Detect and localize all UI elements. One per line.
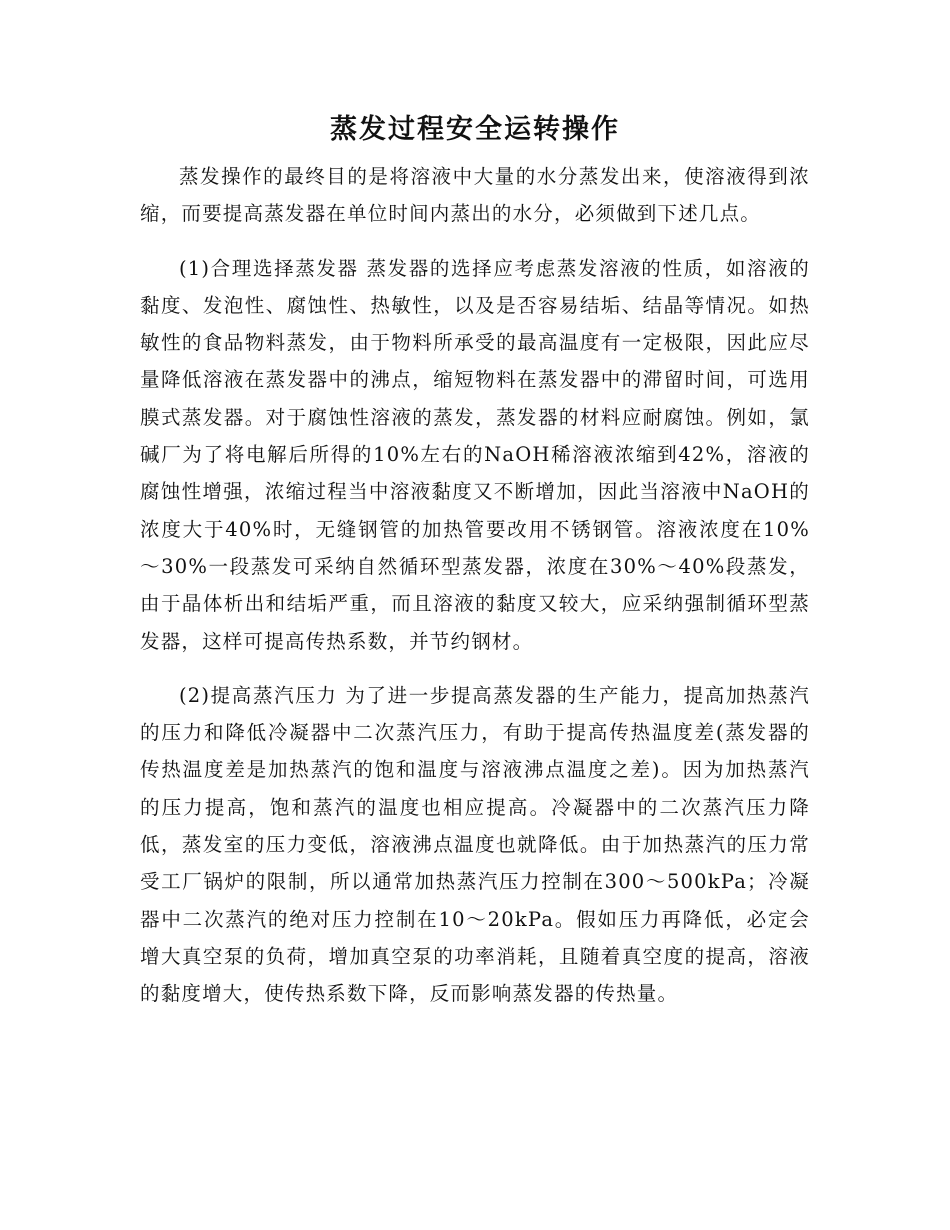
document-title: 蒸发过程安全运转操作 [330,114,620,145]
paragraph-steam-pressure: (2)提高蒸汽压力 为了进一步提高蒸发器的生产能力，提高加热蒸汽的压力和降低冷凝器中二次蒸汽压力，有助于提高传热温度差(蒸发器的传热温度差是加热蒸汽的饱和温度与溶液沸点温度之差)。因为加热蒸汽的压力提高，饱和蒸汽的温度也相应提高。冷凝器中的二次蒸汽压力降低，蒸发室的压力变低，溶液沸点温度也就降低。由于加热蒸汽的压力常受工厂锅炉的限制，所以通常加热蒸汽压力控制在300～500kPa；冷凝器中二次蒸汽的绝对压力控制在10～20kPa。假如压力再降低，必定会增大真空泵的负荷，增加真空泵的功率消耗，且随着真空度的提高，溶液的黏度增大，使传热系数下降，反而影响蒸发器的传热量。 [140,683,810,1006]
paragraph-evaporator-selection: (1)合理选择蒸发器 蒸发器的选择应考虑蒸发溶液的性质，如溶液的黏度、发泡性、腐蚀性、热敏性，以及是否容易结垢、结晶等情况。如热敏性的食品物料蒸发，由于物料所承受的最高温度有一定极限，因此应尽量降低溶液在蒸发器中的沸点，缩短物料在蒸发器中的滞留时间，可选用膜式蒸发器。对于腐蚀性溶液的蒸发，蒸发器的材料应耐腐蚀。例如，氯碱厂为了将电解后所得的10%左右的NaOH稀溶液浓缩到42%，溶液的腐蚀性增强，浓缩过程当中溶液黏度又不断增加，因此当溶液中NaOH的浓度大于40%时，无缝钢管的加热管要改用不锈钢管。溶液浓度在10%～30%一段蒸发可采纳自然循环型蒸发器，浓度在30%～40%段蒸发，由于晶体析出和结垢严重，而且溶液的黏度又较大，应采纳强制循环型蒸发器，这样可提高传热系数，并节约钢材。 [140,256,810,653]
document-body [140,108,810,1030]
paragraph-intro: 蒸发操作的最终目的是将溶液中大量的水分蒸发出来，使溶液得到浓缩，而要提高蒸发器在单位时间内蒸出的水分，必须做到下述几点。 [140,165,810,226]
